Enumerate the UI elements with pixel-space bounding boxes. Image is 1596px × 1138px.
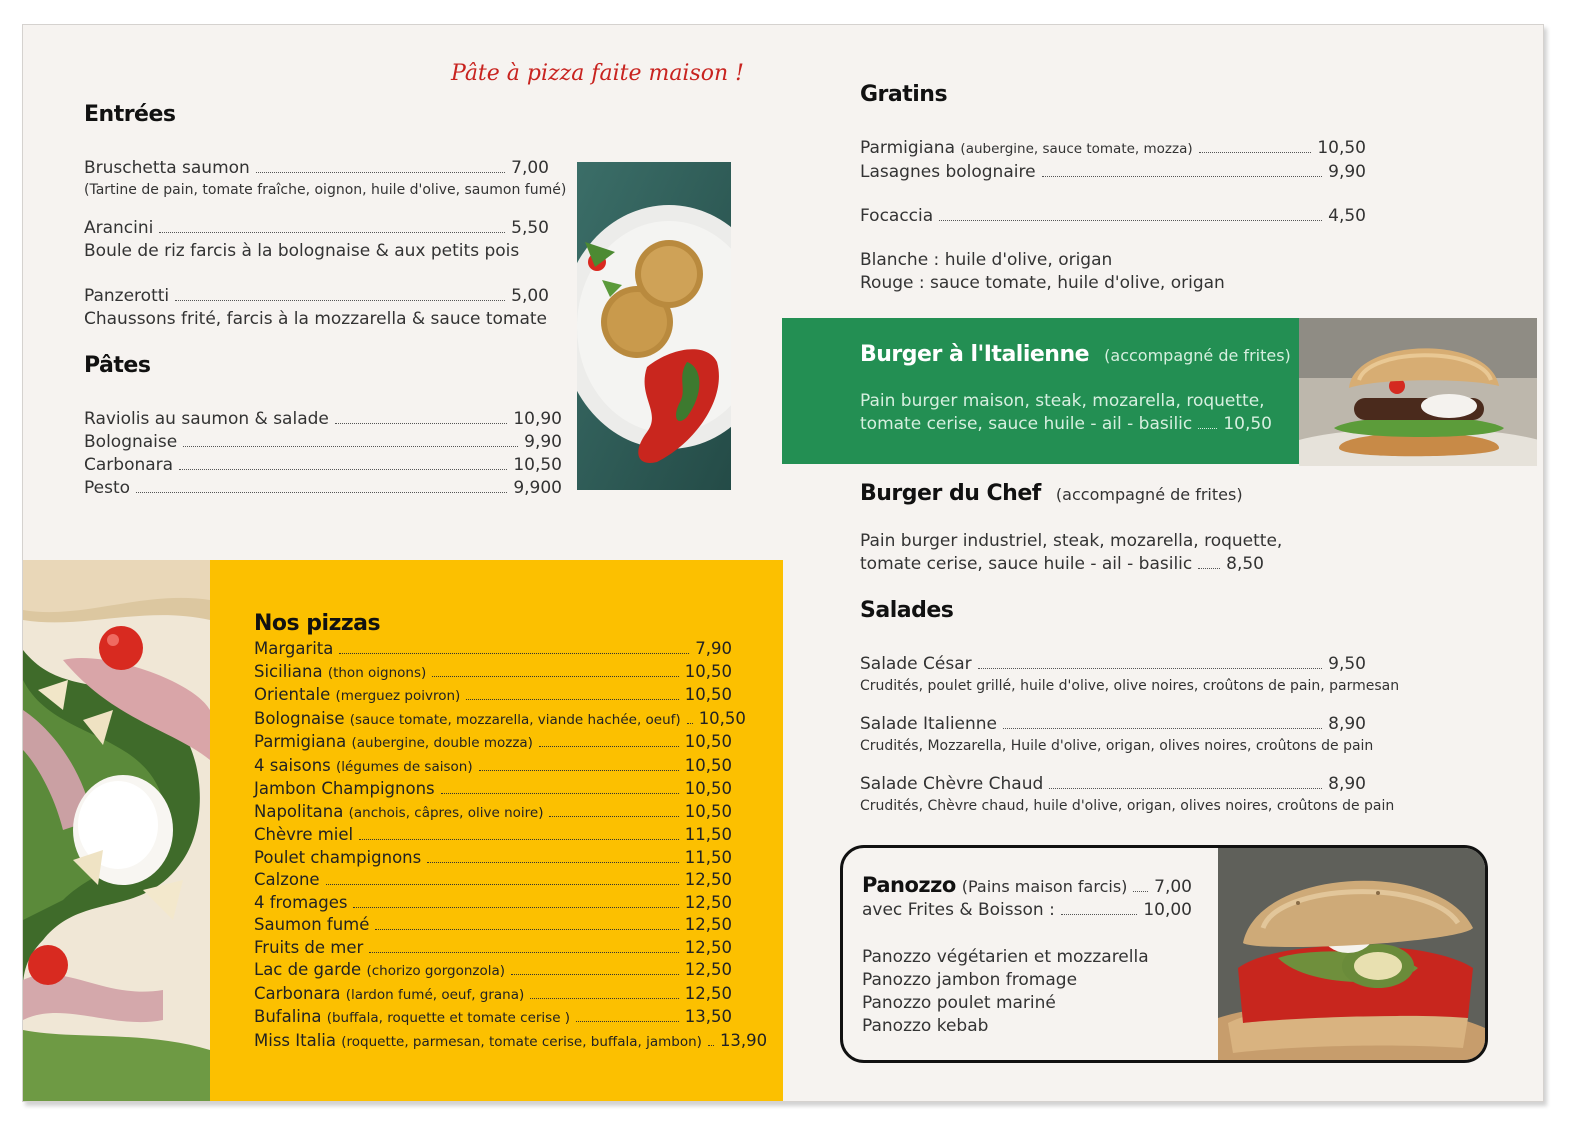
list-item: Poulet champignons 11,50	[254, 847, 732, 867]
panozzo-price: 7,00	[1154, 877, 1192, 897]
list-item: Bolognaise (sauce tomate, mozzarella, viande hachée, oeuf) 10,50	[254, 708, 746, 728]
list-item: Saumon fumé 12,50	[254, 915, 732, 934]
burger-photo-icon	[1299, 318, 1537, 466]
list-item: Rouge : sauce tomate, huile d'olive, origan	[860, 273, 1225, 293]
pizza-list	[254, 638, 768, 1053]
list-item: Panozzo kebab	[862, 1016, 989, 1036]
list-item: Lasagnes bolognaire 9,90	[860, 162, 1366, 182]
burger-italienne-section	[782, 318, 1302, 464]
salade-item: Salade Italienne 8,90 Crudités, Mozzarella, Huile d'olive, origan, olives noires, croûtons de pain	[860, 714, 1374, 754]
entree-item	[84, 285, 549, 331]
item-description: (Tartine de pain, tomate fraîche, oignon, huile d'olive, saumon fumé)	[84, 182, 567, 198]
panozzo-title: Panozzo	[862, 873, 956, 897]
list-item: Lac de garde (chorizo gorgonzola) 12,50	[254, 960, 732, 979]
list-item: Parmigiana (aubergine, double mozza) 10,50	[254, 732, 732, 751]
pizza-photo	[23, 560, 210, 1101]
item-price: 7,00	[511, 158, 549, 178]
list-item: Panozzo jambon fromage	[862, 970, 1078, 990]
burger-photo	[1299, 318, 1537, 466]
salade-item: Salade César 9,50 Crudités, poulet grillé, huile d'olive, olive noires, croûtons de pain, parmesan	[860, 654, 1400, 694]
burger-italienne-note: (accompagné de frites)	[1104, 346, 1291, 365]
item-description: Crudités, poulet grillé, huile d'olive, olive noires, croûtons de pain, parmesan	[860, 678, 1400, 694]
list-item: Calzone 12,50	[254, 870, 732, 889]
burger-chef-line1: Pain burger industriel, steak, mozarella, roquette,	[860, 531, 1283, 551]
entrees-title: Entrées	[84, 102, 176, 127]
focaccia-options	[860, 249, 1225, 295]
item-name: Bruschetta saumon	[84, 158, 250, 178]
pizza-photo-icon	[23, 560, 210, 1101]
list-item: Bolognaise 9,90	[84, 432, 562, 452]
list-item: Carbonara (lardon fumé, oeuf, grana) 12,50	[254, 983, 732, 1003]
list-item: 4 saisons (légumes de saison) 10,50	[254, 755, 732, 775]
burger-chef-title: Burger du Chef	[860, 481, 1041, 506]
item-name: Arancini	[84, 218, 154, 238]
burger-chef-header	[860, 481, 1243, 506]
panozzo-combo-price: 10,00	[1143, 900, 1192, 920]
panozzo-variants	[862, 946, 1149, 1038]
list-item: Panozzo poulet mariné	[862, 993, 1056, 1013]
list-item: Panozzo végétarien et mozzarella	[862, 947, 1149, 967]
panozzo-note: (Pains maison farcis)	[961, 877, 1128, 896]
list-item: Orientale (merguez poivron) 10,50	[254, 685, 732, 704]
burger-chef-description	[860, 530, 1283, 576]
salade-item: Salade Chèvre Chaud 8,90 Crudités, Chèvre chaud, huile d'olive, origan, olives noires, croûtons de pain	[860, 774, 1395, 814]
burger-italienne-line2: tomate cerise, sauce huile - ail - basilic	[860, 414, 1193, 434]
pates-title: Pâtes	[84, 353, 151, 378]
entree-item	[84, 217, 549, 263]
pizzas-title: Nos pizzas	[254, 611, 381, 636]
pizza-section	[210, 560, 783, 1101]
salades-title: Salades	[860, 598, 954, 623]
item-price: 5,50	[511, 218, 549, 238]
item-description: Boule de riz farcis à la bolognaise & aux petits pois	[84, 241, 520, 261]
item-description: Crudités, Chèvre chaud, huile d'olive, origan, olives noires, croûtons de pain	[860, 798, 1395, 814]
burger-chef-price: 8,50	[1226, 554, 1264, 574]
focaccia-item: Focaccia 4,50	[860, 206, 1366, 226]
burger-italienne-title: Burger à l'Italienne	[860, 342, 1090, 367]
list-item: 4 fromages 12,50	[254, 892, 732, 912]
item-name: Panzerotti	[84, 286, 170, 306]
list-item: Jambon Champignons 10,50	[254, 779, 732, 798]
list-item: Carbonara 10,50	[84, 455, 562, 475]
burger-italienne-price: 10,50	[1223, 414, 1272, 434]
list-item: Bufalina (buffala, roquette et tomate cerise ) 13,50	[254, 1007, 732, 1026]
list-item: Blanche : huile d'olive, origan	[860, 250, 1113, 270]
panozzo-photo-icon	[1218, 848, 1485, 1060]
list-item: Fruits de mer 12,50	[254, 937, 732, 957]
list-item: Pesto 9,900	[84, 478, 562, 498]
gratins-title: Gratins	[860, 82, 948, 107]
pates-list	[84, 408, 562, 500]
list-item: Miss Italia (roquette, parmesan, tomate cerise, buffala, jambon) 13,90	[254, 1030, 768, 1050]
list-item: Margarita 7,90	[254, 639, 732, 658]
burger-chef-note: (accompagné de frites)	[1055, 485, 1243, 504]
arancini-photo-icon	[577, 162, 731, 490]
item-description: Chaussons frité, farcis à la mozzarella & sauce tomate	[84, 309, 547, 329]
arancini-photo	[577, 162, 731, 490]
list-item: Chèvre miel 11,50	[254, 825, 732, 844]
panozzo-photo	[1218, 848, 1485, 1060]
menu-page	[22, 24, 1544, 1102]
panozzo-box	[840, 845, 1488, 1063]
list-item: Raviolis au saumon & salade 10,90	[84, 409, 562, 429]
item-description: Crudités, Mozzarella, Huile d'olive, origan, olives noires, croûtons de pain	[860, 738, 1374, 754]
list-item: Napolitana (anchois, câpres, olive noire) 10,50	[254, 801, 732, 821]
burger-chef-line2: tomate cerise, sauce huile - ail - basilic	[860, 554, 1193, 574]
tagline: Pâte à pizza faite maison !	[451, 61, 745, 86]
item-price: 5,00	[511, 286, 549, 306]
panozzo-combo-label: avec Frites & Boisson :	[862, 900, 1055, 920]
gratins-list	[860, 137, 1366, 184]
burger-italienne-line1: Pain burger maison, steak, mozarella, roquette,	[860, 391, 1265, 411]
entree-item	[84, 157, 567, 200]
list-item: Siciliana (thon oignons) 10,50	[254, 661, 732, 681]
list-item: Parmigiana (aubergine, sauce tomate, mozza) 10,50	[860, 138, 1366, 158]
